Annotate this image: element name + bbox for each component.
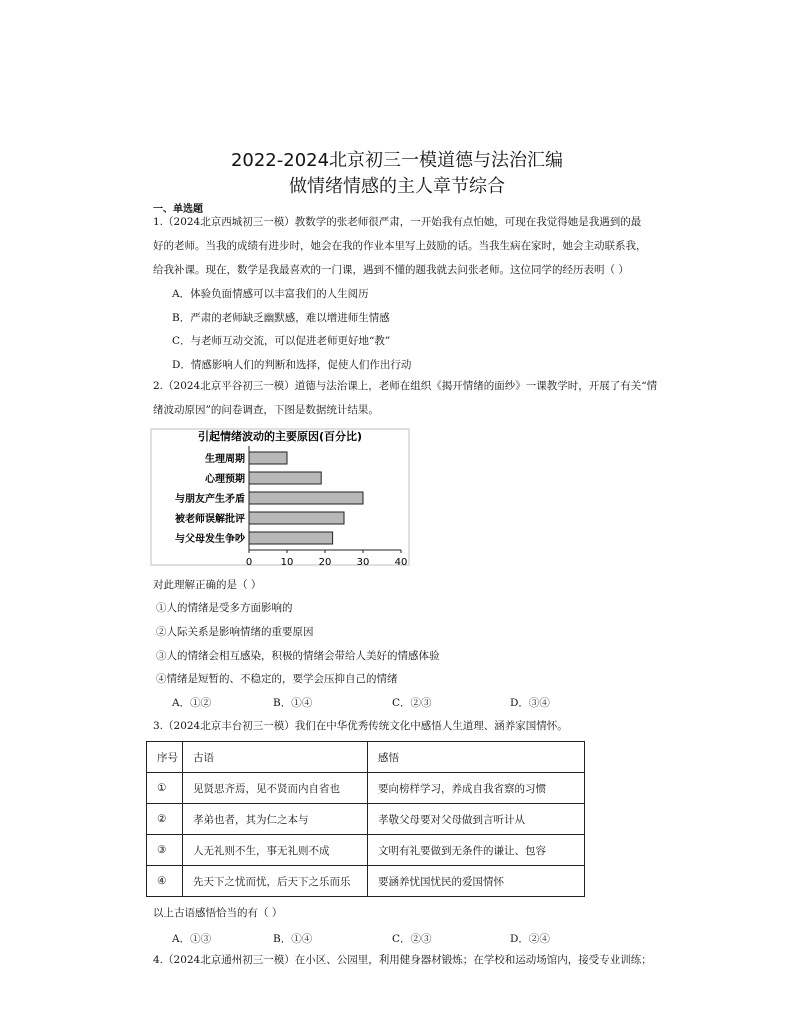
category-label: 与朋友产生矛盾 — [175, 494, 245, 505]
table-header-row — [147, 742, 585, 773]
q1-option-a: A．体验负面情感可以丰富我们的人生阅历 — [172, 288, 369, 300]
q3-stem-line1: 3.（2024北京丰台初三一模）我们在中华优秀传统文化中感悟人生道理、涵养家国情怀。 — [153, 720, 568, 732]
q1-option-d: D．情感影响人们的判断和选择，促使人们作出行动 — [172, 359, 412, 371]
table-cell: 文明有礼要做到无条件的谦让、包容 — [368, 835, 585, 866]
q1-stem-line1: 1.（2024北京西城初三一模）教数学的张老师很严肃，一开始我有点怕她，可现在我觉得她是我遇到的最 — [153, 216, 642, 228]
q1-stem-line2: 好的老师。当我的成绩有进步时，她会在我的作业本里写上鼓励的话。当我生病在家时，她会主动联系我， — [153, 240, 647, 252]
q2-choice-c: C．②③ — [392, 697, 432, 709]
bar — [249, 512, 344, 524]
table-cell: 孝敬父母要对父母做到言听计从 — [368, 804, 585, 835]
bar — [249, 452, 287, 464]
category-label: 与父母发生争吵 — [175, 534, 245, 545]
table-row — [147, 804, 585, 835]
q2-statement-1: ①人的情绪是受多方面影响的 — [156, 602, 293, 614]
q2-statement-3: ③人的情绪会相互感染，积极的情绪会带给人美好的情感体验 — [156, 650, 440, 662]
table-row — [147, 773, 585, 804]
chart-title: 引起情绪波动的主要原因(百分比) — [197, 430, 363, 443]
document-title-line1: 2022-2024北京初三一模道德与法治汇编 — [230, 150, 564, 171]
q3-question: 以上古语感悟恰当的有（ ） — [153, 907, 283, 919]
bar-chart — [150, 428, 412, 568]
q2-statement-2: ②人际关系是影响情绪的重要原因 — [156, 626, 314, 638]
q2-statement-4: ④情绪是短暂的、不稳定的，要学会压抑自己的情绪 — [156, 673, 398, 685]
x-tick-label: 30 — [356, 557, 370, 568]
q3-choice-b: B．①④ — [273, 933, 313, 945]
q2-choice-d: D．③④ — [510, 697, 550, 709]
table-header-cell: 序号 — [147, 742, 183, 773]
category-label: 心理预期 — [205, 474, 245, 485]
table-cell: 见贤思齐焉，见不贤而内自省也 — [183, 773, 368, 804]
x-tick-label: 0 — [245, 557, 253, 568]
q3-choice-d: D．②④ — [510, 933, 550, 945]
q2-choice-a: A．①② — [172, 697, 212, 709]
table-cell: ④ — [147, 866, 183, 897]
q2-question: 对此理解正确的是（ ） — [153, 579, 262, 591]
q2-choice-b: B．①④ — [273, 697, 313, 709]
table-cell: ① — [147, 773, 183, 804]
q1-option-b: B．严肃的老师缺乏幽默感，难以增进师生情感 — [172, 312, 390, 324]
bar — [249, 532, 333, 544]
q1-option-c: C．与老师互动交流，可以促进老师更好地“教” — [172, 335, 391, 347]
q2-stem-line2: 绪波动原因”的问卷调查，下图是数据统计结果。 — [153, 404, 379, 416]
table-header-cell: 古语 — [183, 742, 368, 773]
table-header-cell: 感悟 — [368, 742, 585, 773]
table-row — [147, 866, 585, 897]
table-cell: ② — [147, 804, 183, 835]
table-cell: 孝弟也者，其为仁之本与 — [183, 804, 368, 835]
category-label: 被老师误解批评 — [175, 514, 245, 525]
table-cell: 要涵养忧国忧民的爱国情怀 — [368, 866, 585, 897]
table-cell: 人无礼则不生，事无礼则不成 — [183, 835, 368, 866]
bar — [249, 492, 363, 504]
x-tick-label: 40 — [394, 557, 408, 568]
q2-stem-line1: 2.（2024北京平谷初三一模）道德与法治课上，老师在组织《揭开情绪的面纱》一课教学时，开展了有关“情 — [153, 380, 658, 392]
bar — [249, 472, 321, 484]
q1-stem-line3: 给我补课。现在，数学是我最喜欢的一门课，遇到不懂的题我就去问张老师。这位同学的经历表明（ ） — [153, 264, 629, 276]
q4-stem-line1: 4.（2024北京通州初三一模）在小区、公园里，利用健身器材锻炼；在学校和运动场馆内，接受专业训练； — [153, 954, 652, 966]
category-label: 生理周期 — [205, 454, 245, 465]
table-cell: 先天下之忧而忧，后天下之乐而乐 — [183, 866, 368, 897]
document-title-line2: 做情绪情感的主人章节综合 — [289, 176, 505, 197]
x-tick-label: 10 — [280, 557, 294, 568]
q3-choice-a: A．①③ — [172, 933, 212, 945]
table-cell: 要向榜样学习，养成自我省察的习惯 — [368, 773, 585, 804]
table-cell: ③ — [147, 835, 183, 866]
section-heading: 一、单选题 — [153, 204, 203, 215]
table-row — [147, 835, 585, 866]
q3-table — [146, 741, 585, 897]
x-tick-label: 20 — [318, 557, 332, 568]
q3-choice-c: C．②③ — [392, 933, 432, 945]
